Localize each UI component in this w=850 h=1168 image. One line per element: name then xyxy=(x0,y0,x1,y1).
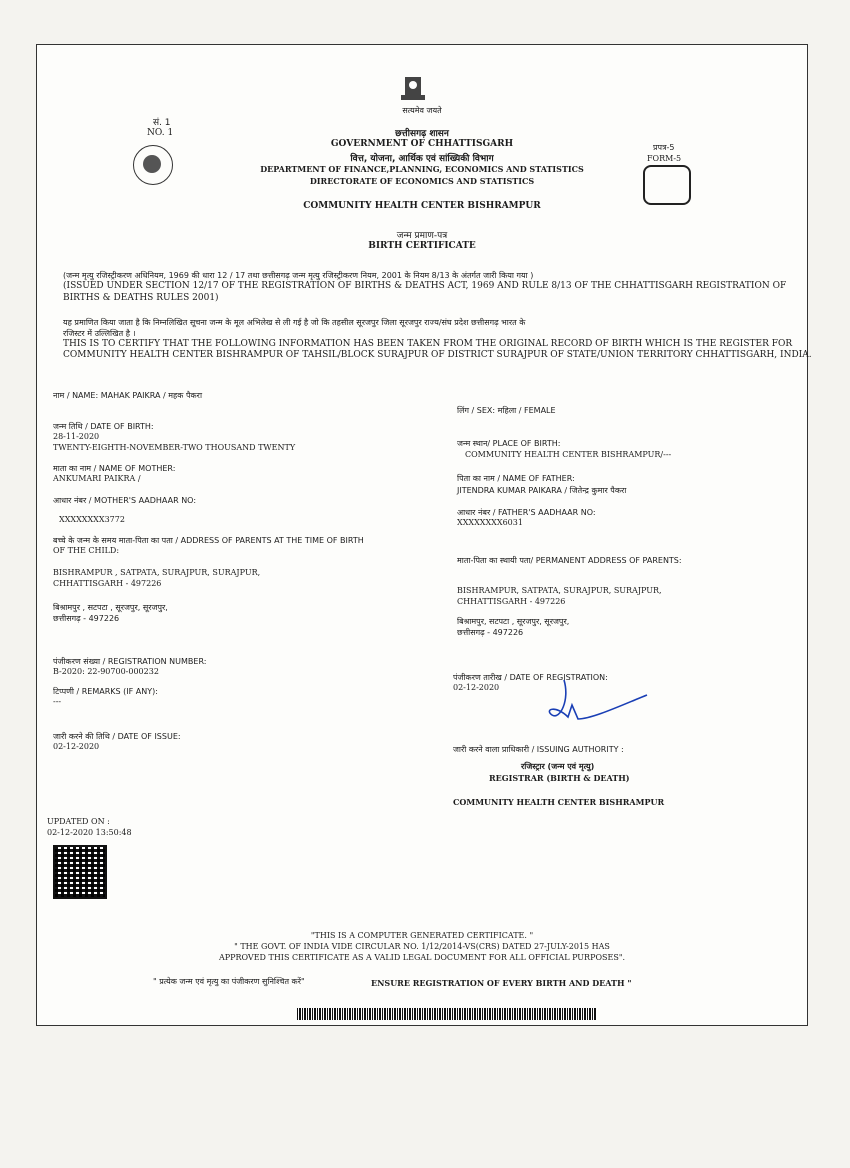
act-text-hi: (जन्म मृत्यु रजिस्ट्रीकरण अधिनियम, 1969 की धारा 12 / 17 तथा छत्तीसगढ़ जन्म मृत्यु रजिस्ट्रीकरण नियम, 2001 के नियम 8/13 के अंतर्गत जारी किया गया ) xyxy=(63,271,534,280)
authority-center: COMMUNITY HEALTH CENTER BISHRAMPUR xyxy=(453,797,665,807)
qr-code xyxy=(53,845,107,899)
cert-title-en: BIRTH CERTIFICATE xyxy=(368,241,476,251)
dept-title-hi: वित्त, योजना, आर्थिक एवं सांख्यिकी विभाग xyxy=(350,154,494,164)
perm-address-label: माता-पिता का स्थायी पता/ PERMANENT ADDRESS OF PARENTS: xyxy=(457,556,682,565)
dob-label: जन्म तिथि / DATE OF BIRTH: xyxy=(53,422,154,431)
footer-note-1: "THIS IS A COMPUTER GENERATED CERTIFICATE. " xyxy=(310,931,534,940)
reg-date-value: 02-12-2020 xyxy=(453,683,500,692)
slogan-en: ENSURE REGISTRATION OF EVERY BIRTH AND DEATH " xyxy=(371,978,632,988)
perm-address-en-2: CHHATTISGARH - 497226 xyxy=(457,597,566,606)
form-no-en: NO. 1 xyxy=(147,128,174,138)
remarks-label: टिप्पणी / REMARKS (IF ANY): xyxy=(53,687,158,696)
mother-name: ANKUMARI PAIKRA / xyxy=(53,474,141,483)
reg-no-value: B-2020: 22-90700-000232 xyxy=(53,667,159,676)
form5-en: FORM-5 xyxy=(647,154,682,163)
footer-note-3: APPROVED THIS CERTIFICATE AS A VALID LEGAL DOCUMENT FOR ALL OFFICIAL PURPOSES". xyxy=(218,953,626,962)
mother-label: माता का नाम / NAME OF MOTHER: xyxy=(53,464,176,473)
issue-date-label: जारी करने की तिथि / DATE OF ISSUE: xyxy=(53,732,181,741)
slogan-hi: " प्रत्येक जन्म एवं मृत्यु का पंजीकरण सुनिश्चित करें" xyxy=(153,977,305,986)
dob-value: 28-11-2020 xyxy=(53,432,100,441)
perm-address-hi-2: छत्तीसगढ़ - 497226 xyxy=(457,628,524,637)
mother-aadhaar-label: आधार नंबर / MOTHER'S AADHAAR NO: xyxy=(53,496,197,505)
certify-text-hi-1: यह प्रमाणित किया जाता है कि निम्नलिखित सूचना जन्म के मूल अभिलेख से ली गई है जो कि तहसील सूरजपुर जिला सूरजपुर राज्य/संघ प्रदेश छत्तीसगढ़ भारत के xyxy=(63,318,526,327)
footer-note-2: " THE GOVT. OF INDIA VIDE CIRCULAR NO. 1/12/2014-VS(CRS) DATED 27-JULY-2015 HAS xyxy=(234,942,610,951)
act-text-en-2: BIRTHS & DEATHS RULES 2001) xyxy=(63,293,219,303)
directorate-title: DIRECTORATE OF ECONOMICS AND STATISTICS xyxy=(309,176,535,186)
certify-text-en-2: COMMUNITY HEALTH CENTER BISHRAMPUR OF TAHSIL/BLOCK SURAJPUR OF DISTRICT SURAJPUR OF STATE/UNION TERRITORY CHHATTISGARH, INDIA. xyxy=(63,350,812,360)
form5-hi: प्रपत्र-5 xyxy=(653,143,675,152)
cert-title-hi: जन्म प्रमाण-पत्र xyxy=(396,231,448,241)
updated-label: UPDATED ON : xyxy=(47,817,110,826)
act-text-en-1: (ISSUED UNDER SECTION 12/17 OF THE REGISTRATION OF BIRTHS & DEATHS ACT, 1969 AND RULE 8/13 OF THE CHHATTISGARH REGISTRATION OF xyxy=(63,281,787,291)
remarks-value: --- xyxy=(53,697,62,706)
reg-no-label: पंजीकरण संख्या / REGISTRATION NUMBER: xyxy=(53,657,207,666)
signature xyxy=(542,675,652,735)
gov-title-hi: छत्तीसगढ़ शासन xyxy=(395,129,449,139)
birth-address-hi-1: बिश्रामपुर , सटपटा , सूरजपुर, सूरजपुर, xyxy=(53,603,168,612)
child-name: नाम / NAME: MAHAK PAIKRA / महक पैकरा xyxy=(53,391,203,400)
father-aadhaar-value: XXXXXXXX6031 xyxy=(457,518,523,527)
birth-address-label-2: OF THE CHILD: xyxy=(53,546,120,555)
crs-logo-icon xyxy=(643,165,691,205)
gov-title-en: GOVERNMENT OF CHHATTISGARH xyxy=(330,139,514,149)
mother-aadhaar-value: XXXXXXXX3772 xyxy=(59,515,125,524)
pob-label: जन्म स्थान/ PLACE OF BIRTH: xyxy=(457,439,561,448)
father-aadhaar-label: आधार नंबर / FATHER'S AADHAAR NO: xyxy=(457,508,596,517)
center-title: COMMUNITY HEALTH CENTER BISHRAMPUR xyxy=(303,201,541,211)
father-label: पिता का नाम / NAME OF FATHER: xyxy=(457,474,575,483)
birth-address-label-1: बच्चे के जन्म के समय माता-पिता का पता / ADDRESS OF PARENTS AT THE TIME OF BIRTH xyxy=(53,536,364,545)
dob-words: TWENTY-EIGHTH-NOVEMBER-TWO THOUSAND TWENTY xyxy=(53,443,296,452)
perm-address-hi-1: बिश्रामपुर, सटपटा , सूरजपुर, सूरजपुर, xyxy=(457,617,570,626)
certificate-sheet xyxy=(36,44,812,1026)
reg-date-label: पंजीकरण तारीख / DATE OF REGISTRATION: xyxy=(453,673,608,682)
father-name: JITENDRA KUMAR PAIKARA / जितेन्द्र कुमार पैकरा xyxy=(457,486,627,495)
certify-text-hi-2: रजिस्टर में उल्लिखित है । xyxy=(63,329,136,338)
updated-value: 02-12-2020 13:50:48 xyxy=(47,828,132,837)
form-no-hi: सं. 1 xyxy=(153,118,171,128)
issue-date-value: 02-12-2020 xyxy=(53,742,100,751)
pob-value: COMMUNITY HEALTH CENTER BISHRAMPUR/--- xyxy=(465,450,672,459)
barcode xyxy=(297,1008,597,1020)
certify-text-en-1: THIS IS TO CERTIFY THAT THE FOLLOWING INFORMATION HAS BEEN TAKEN FROM THE ORIGINAL RECORD OF BIRTH WHICH IS THE REGISTER FOR xyxy=(63,339,793,349)
birth-address-en-1: BISHRAMPUR , SATPATA, SURAJPUR, SURAJPUR, xyxy=(53,568,261,577)
birth-address-hi-2: छत्तीसगढ़ - 497226 xyxy=(53,614,120,623)
dept-title-en: DEPARTMENT OF FINANCE,PLANNING, ECONOMICS AND STATISTICS xyxy=(260,164,584,174)
national-emblem-icon xyxy=(395,73,431,109)
registrar-hi: रजिस्ट्रार (जन्म एवं मृत्यु) xyxy=(521,762,595,771)
registrar-en: REGISTRAR (BIRTH & DEATH) xyxy=(489,773,630,783)
birth-address-en-2: CHHATTISGARH - 497226 xyxy=(53,579,162,588)
emblem-caption: सत्यमेव जयते xyxy=(402,106,442,115)
sex-field: लिंग / SEX: महिला / FEMALE xyxy=(457,406,556,415)
perm-address-en-1: BISHRAMPUR, SATPATA, SURAJPUR, SURAJPUR, xyxy=(457,586,662,595)
authority-label: जारी करने वाला प्राधिकारी / ISSUING AUTHORITY : xyxy=(453,745,624,754)
